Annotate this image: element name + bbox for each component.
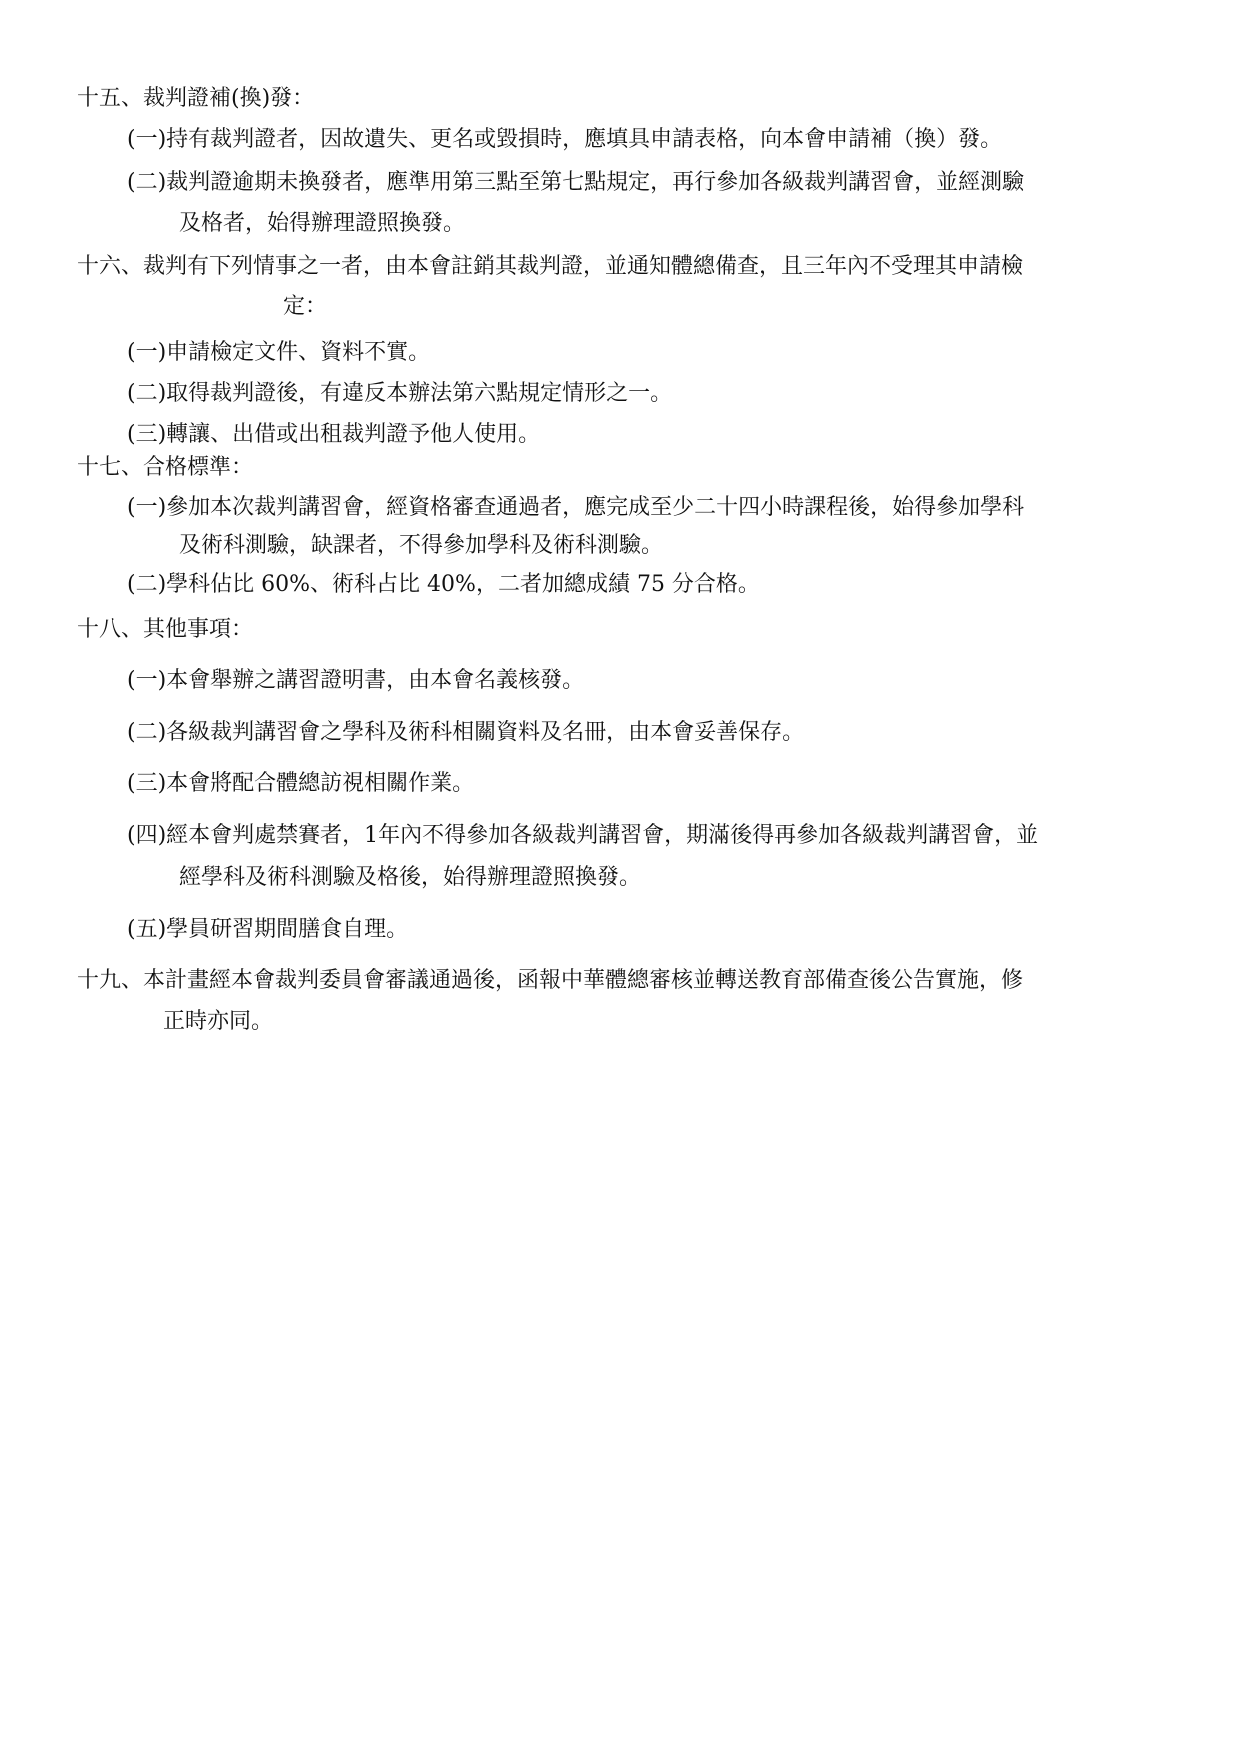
section-15-item-2: (二)裁判證逾期未換發者，應準用第三點至第七點規定，再行參加各級裁判講習會，並經測驗	[127, 170, 1025, 195]
section-17-heading: 十七、合格標準：	[77, 455, 254, 480]
section-18-item-5: (五)學員研習期間膳食自理。	[127, 917, 409, 942]
section-16-item-3: (三)轉讓、出借或出租裁判證予他人使用。	[127, 422, 541, 447]
section-18-item-2: (二)各級裁判講習會之學科及術科相關資料及名冊，由本會妥善保存。	[127, 720, 805, 745]
section-15-item-2-cont: 及格者，始得辦理證照換發。	[179, 211, 466, 236]
section-17-item-1-cont: 及術科測驗，缺課者，不得參加學科及術科測驗。	[179, 533, 664, 558]
section-15-heading: 十五、裁判證補(換)發：	[77, 86, 315, 111]
section-18-item-1: (一)本會舉辦之講習證明書，由本會名義核發。	[127, 668, 585, 693]
section-15-item-1: (一)持有裁判證者，因故遺失、更名或毀損時，應填具申請表格，向本會申請補（換）發。	[127, 127, 1003, 152]
section-16-item-2: (二)取得裁判證後，有違反本辦法第六點規定情形之一。	[127, 381, 673, 406]
section-18-item-4: (四)經本會判處禁賽者，1年內不得參加各級裁判講習會，期滿後得再參加各級裁判講習會，並	[127, 823, 1039, 848]
section-16-heading: 十六、裁判有下列情事之一者，由本會註銷其裁判證，並通知體總備查，且三年內不受理其申請檢	[77, 254, 1024, 279]
section-19-heading-cont: 正時亦同。	[163, 1009, 274, 1034]
section-18-heading: 十八、其他事項：	[77, 617, 254, 642]
section-17-item-2: (二)學科佔比 60%、術科占比 40%，二者加總成績 75 分合格。	[127, 572, 760, 597]
section-19-heading: 十九、本計畫經本會裁判委員會審議通過後，函報中華體總審核並轉送教育部備查後公告實施，修	[77, 968, 1024, 993]
section-16-item-1: (一)申請檢定文件、資料不實。	[127, 340, 431, 365]
section-16-heading-cont: 定：	[283, 294, 328, 319]
section-18-item-4-cont: 經學科及術科測驗及格後，始得辦理證照換發。	[179, 865, 642, 890]
section-17-item-1: (一)參加本次裁判講習會，經資格審查通過者，應完成至少二十四小時課程後，始得參加學科	[127, 495, 1025, 520]
section-18-item-3: (三)本會將配合體總訪視相關作業。	[127, 771, 475, 796]
